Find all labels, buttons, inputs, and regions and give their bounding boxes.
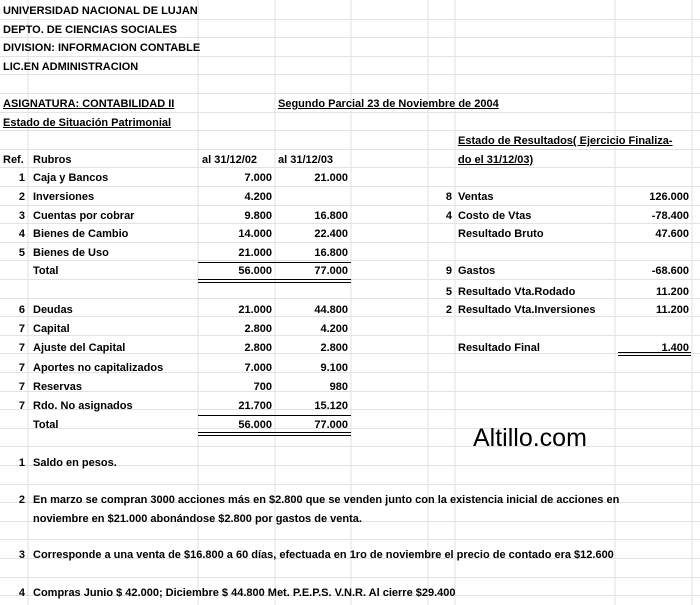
result-name: Resultado Final xyxy=(458,342,540,354)
result-name: Ventas xyxy=(458,191,494,203)
header-career: LIC.EN ADMINISTRACION xyxy=(3,60,139,73)
column-header-rubros: Rubros xyxy=(33,153,72,166)
liability-name: Rdo. No asignados xyxy=(33,399,133,412)
asset-2003: 16.800 xyxy=(314,209,348,222)
liability-ref: 7 xyxy=(18,323,25,335)
liability-2002: 21.000 xyxy=(238,304,272,316)
header-university: UNIVERSIDAD NACIONAL DE LUJAN xyxy=(3,5,198,17)
liability-name: Reservas xyxy=(33,380,82,393)
liability-name: Deudas xyxy=(33,304,73,316)
liability-name: Aportes no capitalizados xyxy=(33,361,164,374)
asset-name: Inversiones xyxy=(33,191,95,203)
exam-title: Segundo Parcial 23 de Noviembre de 2004 xyxy=(278,98,499,110)
result-value: -68.600 xyxy=(651,265,689,278)
result-ref: 5 xyxy=(445,286,452,298)
liability-ref: 7 xyxy=(18,380,25,393)
liability-2003: 9.100 xyxy=(320,361,348,374)
header-department: DEPTO. DE CIENCIAS SOCIALES xyxy=(3,23,177,36)
result-ref: 2 xyxy=(445,304,452,316)
asset-2003: 21.000 xyxy=(314,172,348,185)
liability-ref: 7 xyxy=(18,399,25,412)
liability-name: Ajuste del Capital xyxy=(33,342,126,354)
asset-ref: 1 xyxy=(18,172,25,185)
liability-2002: 21.700 xyxy=(238,399,272,412)
watermark: Altillo.com xyxy=(473,424,587,452)
result-final-double-line xyxy=(618,352,691,356)
result-value: 1.400 xyxy=(661,342,689,354)
result-ref: 4 xyxy=(445,209,452,222)
result-name: Gastos xyxy=(458,265,496,278)
liabilities-total-double-line xyxy=(198,432,351,436)
balance-title: Estado de Situación Patrimonial xyxy=(3,116,172,129)
liability-2003: 44.800 xyxy=(314,304,348,316)
asset-2002: 14.000 xyxy=(238,228,272,241)
asset-ref: 2 xyxy=(18,191,25,203)
liability-2003: 4.200 xyxy=(320,323,348,335)
note-text: En marzo se compran 3000 acciones más en $2.800 que se venden junto con la existencia inicial de acciones en xyxy=(33,494,620,506)
result-value: 11.200 xyxy=(655,286,689,298)
assets-total-double-line xyxy=(198,279,351,283)
result-value: 126.000 xyxy=(649,191,689,203)
asset-name: Bienes de Cambio xyxy=(33,228,129,241)
liability-ref: 7 xyxy=(18,361,25,374)
asset-2003 xyxy=(275,188,348,207)
note-ref: 4 xyxy=(18,587,25,599)
note-ref: 2 xyxy=(18,494,25,506)
liabilities-total-label: Total xyxy=(33,418,59,431)
column-header-2003: al 31/12/03 xyxy=(278,153,334,166)
result-ref xyxy=(430,339,452,358)
asset-ref: 4 xyxy=(18,228,25,241)
asset-2003: 16.800 xyxy=(314,246,348,259)
liability-2002: 700 xyxy=(253,380,272,393)
asset-2002: 7.000 xyxy=(244,172,272,185)
liability-2002: 7.000 xyxy=(244,361,272,374)
asset-2002: 4.200 xyxy=(244,191,272,203)
note-text: noviembre en $21.000 abonándose $2.800 por gastos de venta. xyxy=(33,513,362,525)
results-title-line1: Estado de Resultados( Ejercicio Finaliza- xyxy=(458,135,673,148)
liability-name: Capital xyxy=(33,323,70,335)
asset-name: Bienes de Uso xyxy=(33,246,109,259)
result-value: 11.200 xyxy=(655,304,689,316)
column-header-2002: al 31/12/02 xyxy=(202,153,258,166)
result-name: Resultado Bruto xyxy=(458,228,544,241)
assets-total-2003: 77.000 xyxy=(314,265,348,278)
asset-2002: 9.800 xyxy=(244,209,272,222)
asset-ref: 5 xyxy=(18,246,25,259)
liability-2003: 2.800 xyxy=(320,342,348,354)
asset-name: Caja y Bancos xyxy=(33,172,109,185)
result-name: Resultado Vta.Inversiones xyxy=(458,304,596,316)
asset-2002: 21.000 xyxy=(238,246,272,259)
result-name: Costo de Vtas xyxy=(458,209,532,222)
note-text: Corresponde a una venta de $16.800 a 60 días, efectuada en 1ro de noviembre el precio de contado era $12.600 xyxy=(33,549,614,561)
result-ref: 8 xyxy=(445,191,452,203)
asset-ref: 3 xyxy=(18,209,25,222)
header-division: DIVISION: INFORMACION CONTABLE xyxy=(3,42,201,55)
subject-title: ASIGNATURA: CONTABILIDAD II xyxy=(3,98,175,110)
column-header-ref: Ref. xyxy=(3,153,24,166)
liability-ref: 6 xyxy=(18,304,25,316)
liability-2002: 2.800 xyxy=(244,323,272,335)
note-text: Saldo en pesos. xyxy=(33,457,117,469)
result-ref xyxy=(430,225,452,244)
results-title-line2: do el 31/12/03) xyxy=(458,153,534,166)
liability-2003: 980 xyxy=(329,380,348,393)
assets-total-label: Total xyxy=(33,265,59,278)
result-value: 47.600 xyxy=(655,228,689,241)
liabilities-total-2002: 56.000 xyxy=(238,418,272,431)
liability-2002: 2.800 xyxy=(244,342,272,354)
note-ref: 1 xyxy=(18,457,25,469)
asset-2003: 22.400 xyxy=(314,228,348,241)
asset-name: Cuentas por cobrar xyxy=(33,209,135,222)
result-ref: 9 xyxy=(445,265,452,278)
assets-total-2002: 56.000 xyxy=(238,265,272,278)
note-ref xyxy=(3,510,25,529)
note-text: Compras Junio $ 42.000; Diciembre $ 44.800 Met. P.E.P.S. V.N.R. Al cierre $29.400 xyxy=(33,587,456,599)
liability-ref: 7 xyxy=(18,342,25,354)
note-ref: 3 xyxy=(18,549,25,561)
liability-2003: 15.120 xyxy=(314,399,348,412)
result-value: -78.400 xyxy=(651,209,689,222)
liabilities-total-2003: 77.000 xyxy=(314,418,348,431)
result-name: Resultado Vta.Rodado xyxy=(458,286,576,298)
